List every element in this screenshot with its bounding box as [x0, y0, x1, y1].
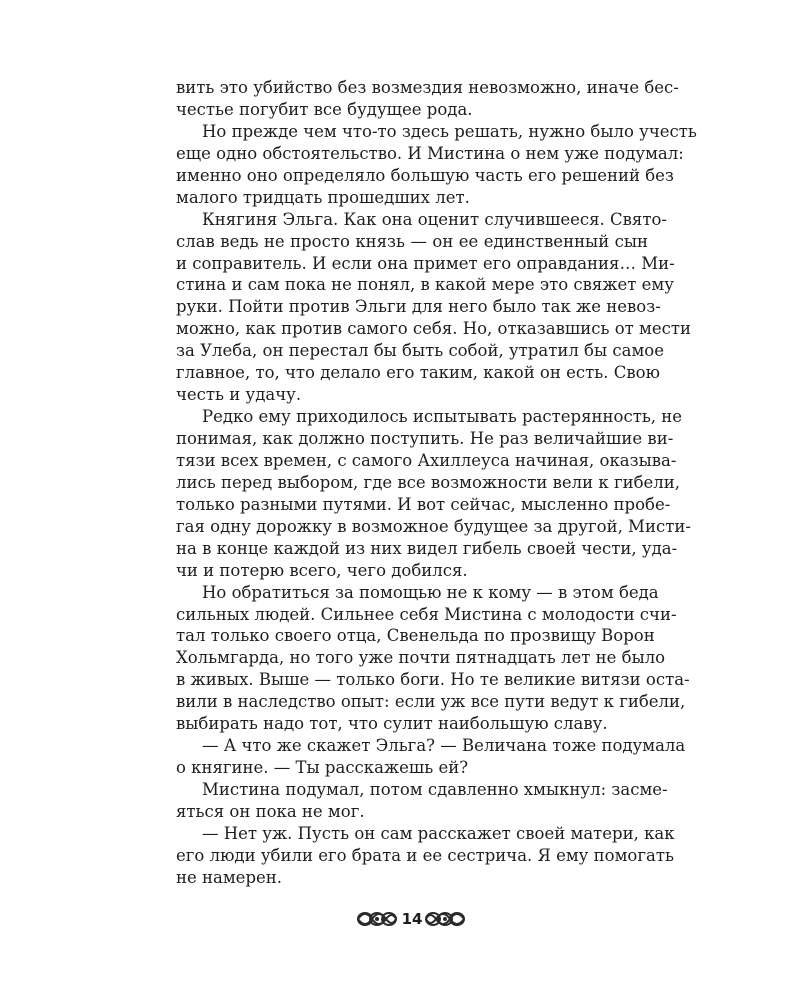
celtic-knot-ornament-icon — [356, 909, 398, 929]
text-line: можно, как против самого себя. Но, отказавшись от мести — [176, 319, 691, 339]
text-line: Княгиня Эльга. Как она оценит случившееся. Свято- — [202, 209, 667, 229]
text-line: за Улеба, он перестал бы быть собой, утратил бы самое — [176, 341, 664, 361]
text-line: выбирать надо тот, что сулит наибольшую славу. — [176, 714, 608, 734]
text-line: на в конце каждой из них видел гибель своей чести, уда- — [176, 538, 678, 558]
text-line: тязи всех времен, с самого Ахиллеуса начиная, оказыва- — [176, 450, 677, 470]
text-line: только разными путями. И вот сейчас, мысленно пробе- — [176, 494, 671, 514]
body-text — [176, 77, 697, 889]
celtic-knot-ornament-icon — [424, 909, 466, 929]
text-line: чи и потерю всего, чего добился. — [176, 560, 468, 580]
text-line: слав ведь не просто князь — он ее единственный сын — [176, 231, 648, 251]
text-line: еще одно обстоятельство. И Мистина о нем уже подумал: — [176, 143, 684, 163]
text-line: Мистина подумал, потом сдавленно хмыкнул: засме- — [202, 780, 668, 799]
text-line: честь и удачу. — [176, 385, 302, 405]
text-line: вили в наследство опыт: если уж все пути ведут к гибели, — [176, 692, 686, 712]
page-number: 14 — [401, 910, 423, 928]
text-line: малого тридцать прошедших лет. — [176, 187, 470, 207]
text-line: — А что же скажет Эльга? — Величана тоже подумала — [202, 736, 686, 756]
text-line: в живых. Выше — только боги. Но те великие витязи оста- — [176, 670, 690, 690]
text-line: стина и сам пока не понял, в какой мере это свяжет ему — [176, 275, 674, 295]
text-line: — Нет уж. Пусть он сам расскажет своей матери, как — [202, 823, 675, 843]
text-line: Но обратиться за помощью не к кому — в этом беда — [202, 582, 659, 602]
text-line: яться он пока не мог. — [176, 801, 365, 821]
text-line: его люди убили его брата и ее сестрича. Я ему помогать — [176, 845, 674, 865]
text-line: вить это убийство без возмездия невозможно, иначе бес- — [176, 78, 679, 97]
page-footer — [0, 906, 800, 936]
text-line: тал только своего отца, Свенельда по прозвищу Ворон — [176, 626, 655, 646]
text-line: не намерен. — [176, 867, 283, 887]
text-line: Хольмгарда, но того уже почти пятнадцать лет не было — [176, 648, 666, 668]
text-line: руки. Пойти против Эльги для него было так же невоз- — [176, 297, 661, 317]
text-line: честье погубит все будущее рода. — [176, 99, 473, 119]
text-line: и соправитель. И если она примет его оправдания… Ми- — [176, 253, 675, 273]
text-line: Но прежде чем что-то здесь решать, нужно было учесть — [202, 121, 697, 141]
text-line: гая одну дорожку в возможное будущее за другой, Мисти- — [176, 516, 691, 536]
text-line: о княгине. — Ты расскажешь ей? — [176, 758, 469, 778]
text-line: именно оно определяло большую часть его решений без — [176, 165, 674, 185]
text-line: главное, то, что делало его таким, какой он есть. Свою — [176, 363, 660, 383]
text-line: сильных людей. Сильнее себя Мистина с молодости счи- — [176, 604, 677, 624]
text-line: понимая, как должно поступить. Не раз величайшие ви- — [176, 429, 674, 448]
text-line: лись перед выбором, где все возможности вели к гибели, — [176, 472, 681, 492]
text-line: Редко ему приходилось испытывать растерянность, не — [202, 407, 683, 427]
